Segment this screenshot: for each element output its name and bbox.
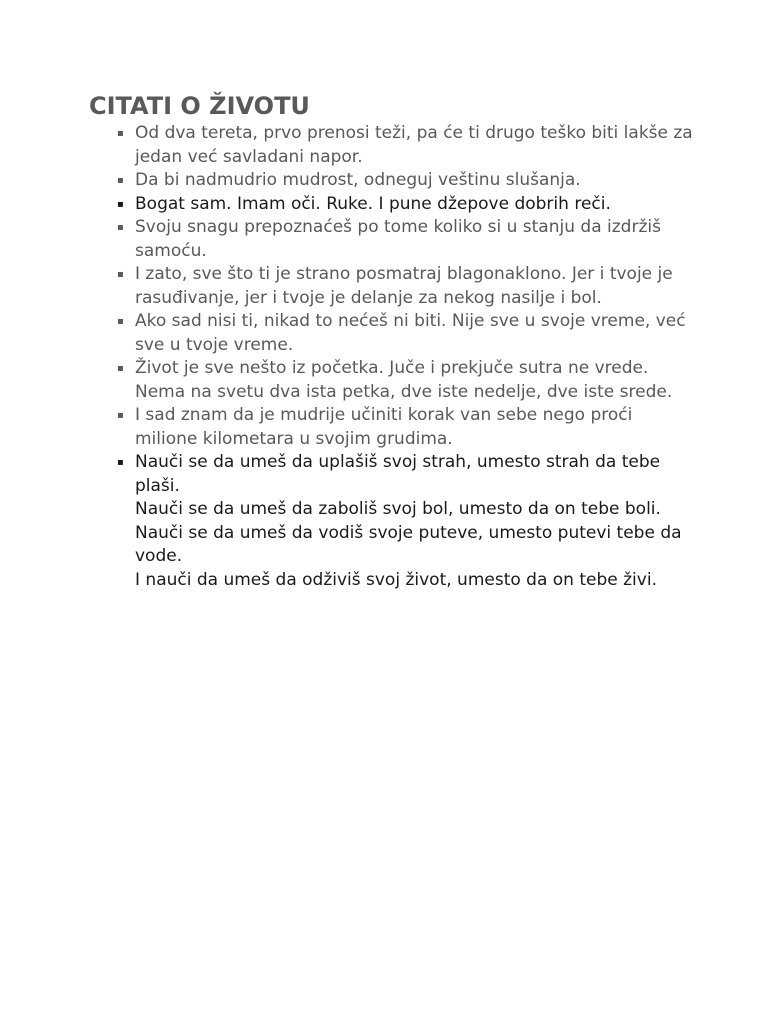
bullet-icon: ▪ [117,316,124,327]
quote-text: Nauči se da umeš da uplašiš svoj strah, umesto strah da tebe plaši. [135,452,661,496]
bullet-icon: ▪ [117,457,124,468]
bullet-icon: ▪ [117,222,124,233]
quote-item [117,216,697,263]
bullet-icon: ▪ [117,410,124,421]
quote-text: Nauči se da umeš da vodiš svoje puteve, umesto putevi tebe da vode. [135,522,682,566]
document-title: CITATI O ŽIVOTU [89,92,310,120]
quote-item [117,169,697,193]
quote-text: I nauči da umeš da odživiš svoj život, umesto da on tebe živi. [135,569,657,590]
quote-text: Život je sve nešto iz početka. Juče i prekjuče sutra ne vrede. Nema na svetu dva ista petka, dve iste nedelje, dve iste srede. [135,358,673,402]
quote-text: Da bi nadmudrio mudrost, odneguj veštinu slušanja. [135,170,581,190]
quote-text: Svoju snagu prepoznaćeš po tome koliko si u stanju da izdržiš samoću. [135,217,661,261]
quote-item [117,451,697,592]
bullet-icon: ▪ [117,128,124,139]
quote-item [117,404,697,451]
quote-text: Od dva tereta, prvo prenosi teži, pa će ti drugo teško biti lakše za jedan već savladani napor. [135,123,693,167]
quote-text: Nauči se da umeš da zaboliš svoj bol, umesto da on tebe boli. [135,499,661,519]
quote-item [117,122,697,169]
quote-text: Ako sad nisi ti, nikad to nećeš ni biti. Nije sve u svoje vreme, već sve u tvoje vreme. [135,311,686,355]
quote-list [117,122,697,592]
quote-item [117,193,697,217]
bullet-icon: ▪ [117,198,124,210]
quote-item [117,310,697,357]
quote-text: I sad znam da je mudrije učiniti korak van sebe nego proći milione kilometara u svojim grudima. [135,405,633,449]
bullet-icon: ▪ [117,175,124,186]
quote-text: Bogat sam. Imam oči. Ruke. I pune džepove dobrih reči. [135,193,611,214]
quote-text: I zato, sve što ti je strano posmatraj blagonaklono. Jer i tvoje je rasuđivanje, jer i tvoje je delanje za nekog nasilje i bol. [135,264,673,308]
bullet-icon: ▪ [117,269,124,280]
quote-item [117,263,697,310]
bullet-icon: ▪ [117,363,124,374]
quote-item [117,357,697,404]
